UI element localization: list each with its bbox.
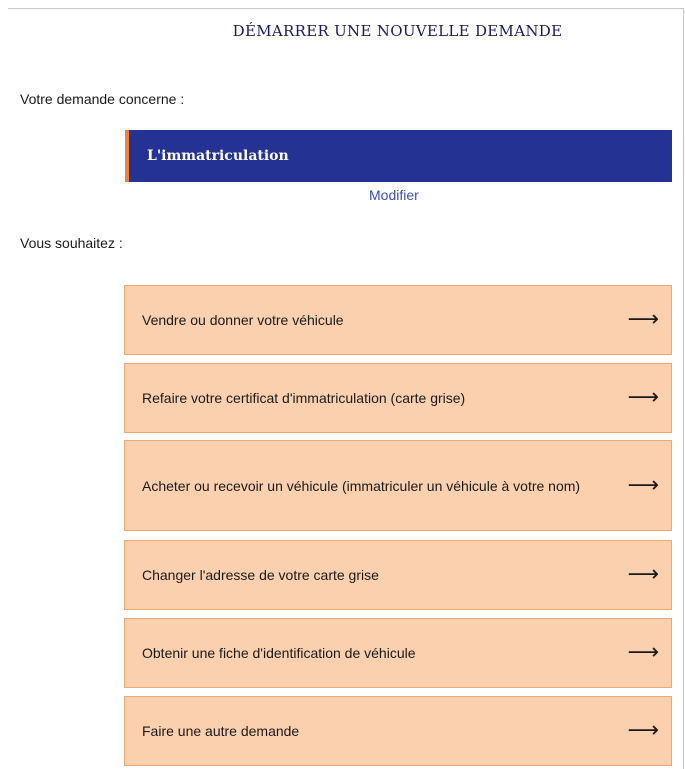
- option-fiche-identification-button[interactable]: [124, 618, 672, 688]
- arrow-right-icon: ⟶: [627, 472, 659, 498]
- option-refaire-certificat-button[interactable]: [124, 363, 672, 433]
- selected-topic-banner: [125, 130, 672, 182]
- arrow-right-icon: ⟶: [627, 385, 659, 410]
- option-changer-adresse-button[interactable]: [124, 540, 672, 610]
- arrow-right-icon: ⟶: [627, 640, 659, 665]
- modify-link[interactable]: Modifier: [369, 187, 419, 203]
- option-label: Acheter ou recevoir un véhicule (immatriculer un véhicule à votre nom): [142, 477, 581, 494]
- wishes-label: Vous souhaitez :: [20, 235, 123, 251]
- option-label: Vendre ou donner votre véhicule: [142, 312, 344, 328]
- arrow-right-icon: ⟶: [627, 718, 659, 743]
- option-acheter-button[interactable]: [124, 440, 672, 531]
- option-label: Changer l'adresse de votre carte grise: [142, 567, 379, 583]
- option-vendre-button[interactable]: [124, 285, 672, 355]
- option-label: Obtenir une fiche d'identification de véhicule: [142, 645, 416, 661]
- arrow-right-icon: ⟶: [627, 307, 659, 332]
- option-autre-demande-button[interactable]: [124, 696, 672, 766]
- selected-topic-label: L'immatriculation: [147, 148, 289, 164]
- concern-label: Votre demande concerne :: [20, 91, 185, 107]
- arrow-right-icon: ⟶: [627, 562, 659, 587]
- page-title: DÉMARRER UNE NOUVELLE DEMANDE: [232, 22, 563, 40]
- option-label: Faire une autre demande: [142, 723, 300, 739]
- option-label: Refaire votre certificat d'immatriculation (carte grise): [142, 390, 466, 406]
